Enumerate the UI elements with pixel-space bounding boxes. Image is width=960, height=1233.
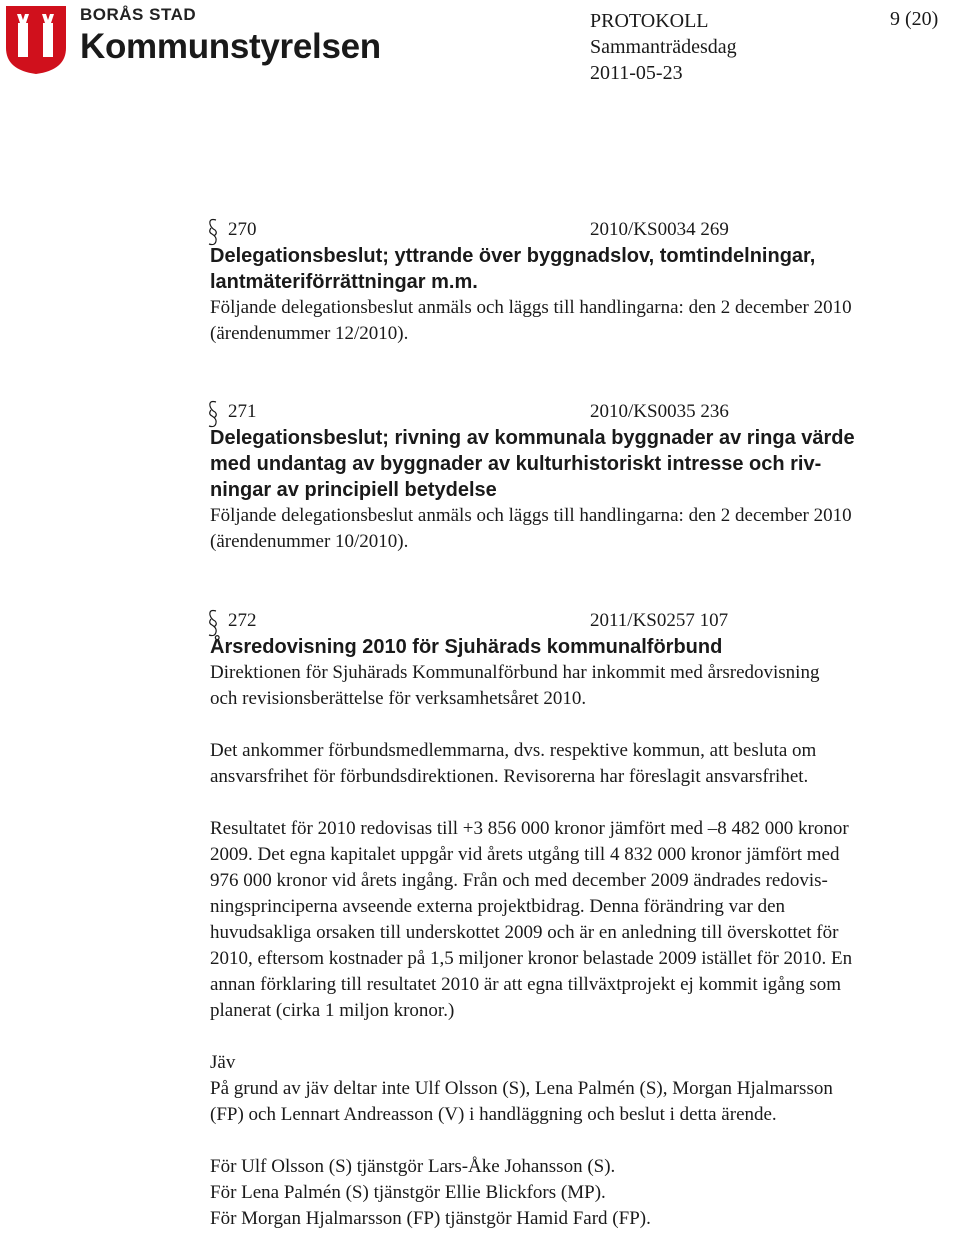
body-line: (ärendenummer 12/2010). (210, 323, 409, 344)
body-line: För Lena Palmén (S) tjänstgör Ellie Blickfors (MP). (210, 1182, 606, 1203)
paragraph-direktionen (210, 660, 956, 712)
body-line: Följande delegationsbeslut anmäls och läggs till handlingarna: den 2 december 2010 (210, 297, 852, 318)
title-line: med undantag av byggnader av kulturhistoriskt intresse och riv- (210, 453, 822, 475)
section-reference: 2011/KS0257 107 (590, 610, 729, 631)
section-number: 272 (228, 610, 257, 631)
body-line: Resultatet för 2010 redovisas till +3 856 000 kronor jämfört med –8 482 000 kronor (210, 818, 849, 839)
body-line: och revisionsberättelse för verksamhetsåret 2010. (210, 688, 587, 709)
section-reference: 2010/KS0034 269 (590, 219, 729, 240)
section-sign-icon (207, 608, 219, 638)
meeting-label: Sammanträdesdag (590, 36, 737, 58)
section-title (210, 425, 956, 503)
body-line: 976 000 kronor vid årets ingång. Från och med december 2009 ändrades redovis- (210, 870, 828, 891)
section-271 (210, 399, 956, 555)
section-270 (210, 217, 956, 347)
body-line: För Ulf Olsson (S) tjänstgör Lars-Åke Johansson (S). (210, 1156, 616, 1177)
paragraph-jav (210, 1076, 956, 1128)
section-number: 271 (228, 401, 257, 422)
borås-stad-logo (4, 4, 68, 76)
body-line: På grund av jäv deltar inte Ulf Olsson (S), Lena Palmén (S), Morgan Hjalmarsson (210, 1078, 833, 1099)
header-meta (590, 8, 737, 86)
doc-type: PROTOKOLL (590, 10, 709, 32)
page-number: 9 (20) (890, 8, 939, 30)
body-line: ningsprinciperna avseende externa projektbidrag. Denna förändring var den (210, 896, 786, 917)
section-title (210, 243, 956, 295)
body-line: huvudsakliga orsaken till underskottet 2009 och är en anledning till överskottet för (210, 922, 839, 943)
body-line: (ärendenummer 10/2010). (210, 531, 409, 552)
title-line: Årsredovisning 2010 för Sjuhärads kommunalförbund (210, 636, 723, 658)
title-line: ningar av principiell betydelse (210, 479, 497, 501)
body-line: För Morgan Hjalmarsson (FP) tjänstgör Hamid Fard (FP). (210, 1208, 651, 1229)
body-line: ansvarsfrihet för förbundsdirektionen. Revisorerna har föreslagit ansvarsfrihet. (210, 766, 809, 787)
paragraph-resultat (210, 816, 956, 1024)
section-body (210, 295, 956, 347)
title-line: Delegationsbeslut; rivning av kommunala byggnader av ringa värde (210, 427, 855, 449)
body-line: annan förklaring till resultatet 2010 är att egna tillväxtprojekt ej kommit igång som (210, 974, 842, 995)
body-line: Följande delegationsbeslut anmäls och läggs till handlingarna: den 2 december 2010 (210, 505, 852, 526)
section-heading (210, 217, 956, 243)
section-heading (210, 399, 956, 425)
title-line: Delegationsbeslut; yttrande över byggnadslov, tomtindelningar, (210, 245, 816, 267)
paragraph-tjanstgor (210, 1154, 956, 1232)
body-line: 2010, eftersom kostnader på 1,5 miljoner kronor belastade 2009 istället för 2010. En (210, 948, 853, 969)
section-sign-icon (207, 399, 219, 429)
org-name: Kommunstyrelsen (80, 27, 381, 66)
section-body (210, 503, 956, 555)
body-line: Det ankommer förbundsmedlemmarna, dvs. respektive kommun, att besluta om (210, 740, 817, 761)
section-number: 270 (228, 219, 257, 240)
section-heading (210, 608, 956, 634)
body-line: planerat (cirka 1 miljon kronor.) (210, 1000, 455, 1021)
title-line: lantmäteriförrättningar m.m. (210, 271, 478, 293)
paragraph-ansvarsfrihet (210, 738, 956, 790)
body-line: Direktionen för Sjuhärads Kommunalförbund har inkommit med årsredovisning (210, 662, 820, 683)
section-272 (210, 608, 956, 1232)
jav-heading: Jäv (210, 1052, 236, 1073)
section-title (210, 634, 956, 660)
meeting-date: 2011-05-23 (590, 62, 683, 84)
section-reference: 2010/KS0035 236 (590, 401, 729, 422)
body-line: (FP) och Lennart Andreasson (V) i handläggning och beslut i detta ärende. (210, 1104, 777, 1125)
body-line: 2009. Det egna kapitalet uppgår vid årets utgång till 4 832 000 kronor jämfört med (210, 844, 840, 865)
org-small-name: BORÅS STAD (80, 5, 197, 24)
section-sign-icon (207, 217, 219, 247)
